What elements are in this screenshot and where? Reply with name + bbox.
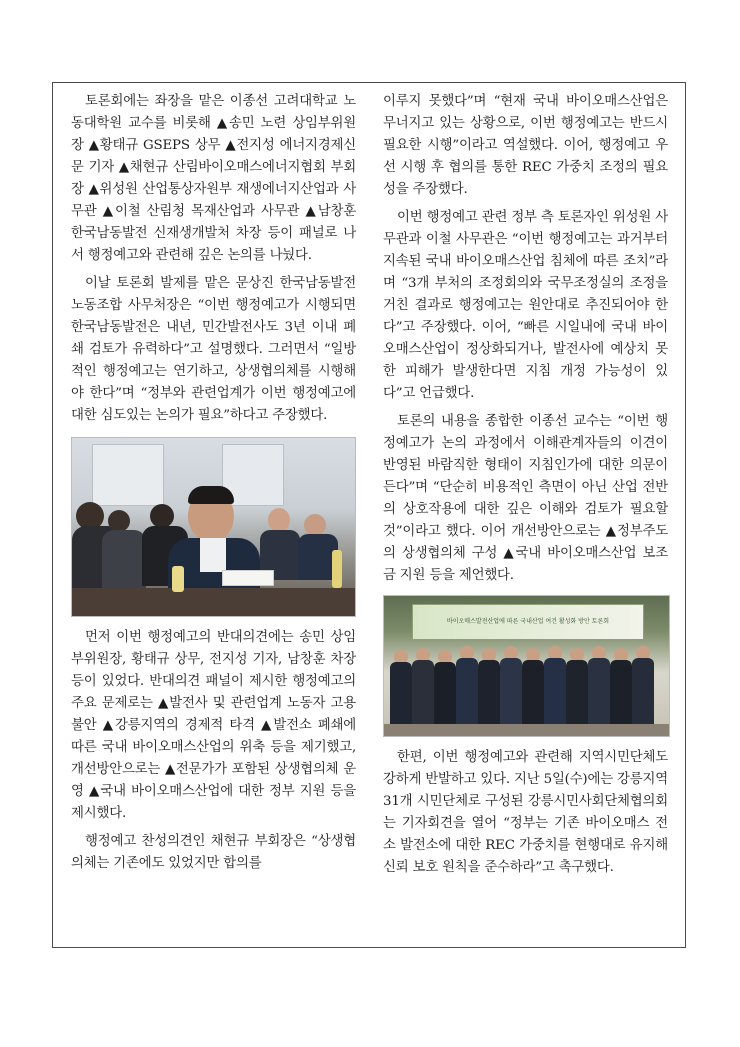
paper-sheet xyxy=(222,570,274,586)
window-shape xyxy=(92,444,164,506)
article-paragraph: 이루지 못했다”며 “현재 국내 바이오매스산업은 무너지고 있는 상황으로, 이번 행정예고는 반드시 필요한 시행”이라고 역설했다. 이어, 행정예고 우선 시행 후 협의를 통한 REC 가중치 조정의 필요성을 주장했다. xyxy=(383,94,668,197)
article-paragraph: 토론의 내용을 종합한 이종선 교수는 “이번 행정예고가 논의 과정에서 이해관계자들의 이견이 반영된 바람직한 형태이 지침인가에 대한 의문이 든다”며 “단순히 비용적인 측면이 아닌 산업 전반의 상호작용에 대한 깊은 이해와 검토가 필요할 것”이라고 했다. 이어 개선방안으로는 ▲정부주도의 상생협의체 구성 ▲국내 바이오매스산업 보조금 지원 등을 제언했다. xyxy=(383,414,668,583)
article-frame xyxy=(52,82,686,948)
person-body xyxy=(102,530,146,590)
article-paragraph: 한편, 이번 행정예고와 관련해 지역시민단체도 강하게 반발하고 있다. 지난 5일(수)에는 강릉지역 31개 시민단체로 구성된 강릉시민사회단체협의회는 기자회견을 열어 “정부는 기존 바이오매스 전소 발전소에 대한 REC 가중치를 현행대로 유지해 신뢰 보호 원칙을 준수하라”고 촉구했다. xyxy=(383,750,668,875)
person-head xyxy=(268,508,290,532)
water-bottle xyxy=(332,550,342,588)
article-paragraph: 토론회에는 좌장을 맡은 이종선 고려대학교 노동대학원 교수를 비롯해 ▲송민 노련 상임부위원장 ▲황태규 GSEPS 상무 ▲전지성 에너지경제신문 기자 ▲채현규 산림바이오매스에너지협회 부회장 ▲위성원 산업통상자원부 재생에너지산업과 사무관 ▲이철 산림청 목재산업과 사무관 ▲남창훈 한국남동발전 신재생개발처 차장 등이 패널로 나서 행정예고와 관련해 깊은 논의를 나눴다. xyxy=(71,94,356,263)
table-edge xyxy=(72,588,355,616)
article-paragraph: 이날 토론회 발제를 맡은 문상진 한국남동발전노동조합 사무처장은 “이번 행정예고가 시행되면 한국남동발전은 내년, 민간발전사도 3년 이내 폐쇄 검토가 유력하다”고 설명했다. 그러면서 “일방적인 행정예고는 연기하고, 상생협의체를 시행해야 한다”며 “정부와 관련업계가 이번 행정예고에 대한 심도있는 논의가 필요”하다고 주장했다. xyxy=(71,276,356,423)
group-photo xyxy=(383,595,670,737)
person-head xyxy=(150,504,174,528)
speaker-hair xyxy=(188,486,234,504)
event-banner: 바이오매스발전산업에 따른 국내산업 여건 활성화 방안 토론회 xyxy=(412,604,644,640)
water-bottle xyxy=(172,566,184,592)
person-head xyxy=(108,510,130,532)
article-paragraph: 먼저 이번 행정예고의 반대의견에는 송민 상임부위원장, 황태규 상무, 전지성 기자, 남창훈 차장 등이 있었다. 반대의견 패널이 제시한 행정예고의 주요 문제로는 ▲발전사 및 관련업계 노동자 고용불안 ▲강릉지역의 경제적 타격 ▲발전소 폐쇄에 따른 국내 바이오매스산업의 위축 등을 제기했고, 개선방안으로는 ▲전문가가 포함된 상생협의체 운영 ▲국내 바이오매스산업에 대한 정부 지원 등을 제시했다. xyxy=(71,630,356,821)
article-paragraph: 행정예고 찬성의견인 채현규 부회장은 “상생협의체는 기존에도 있었지만 합의를 xyxy=(71,834,356,871)
person-head xyxy=(304,514,326,536)
right-column xyxy=(383,91,668,879)
group-people xyxy=(384,640,669,736)
left-column xyxy=(71,91,356,875)
speaker-shirt xyxy=(200,538,226,572)
meeting-photo xyxy=(71,437,356,617)
article-paragraph: 이번 행정예고 관련 정부 측 토론자인 위성원 사무관과 이철 사무관은 “이번 행정예고는 과거부터 지속된 국내 바이오매스산업 침체에 따른 조치”라며 “3개 부처의 조정회의와 국무조정실의 조정을 거친 결과로 행정예고는 원안대로 추진되어야 한다”고 주장했다. 이어, “빠른 시일내에 국내 바이오매스산업이 정상화되거나, 발전사에 예상치 못한 피해가 발생한다면 지침 개정 가능성이 있다”고 언급했다. xyxy=(383,210,668,401)
